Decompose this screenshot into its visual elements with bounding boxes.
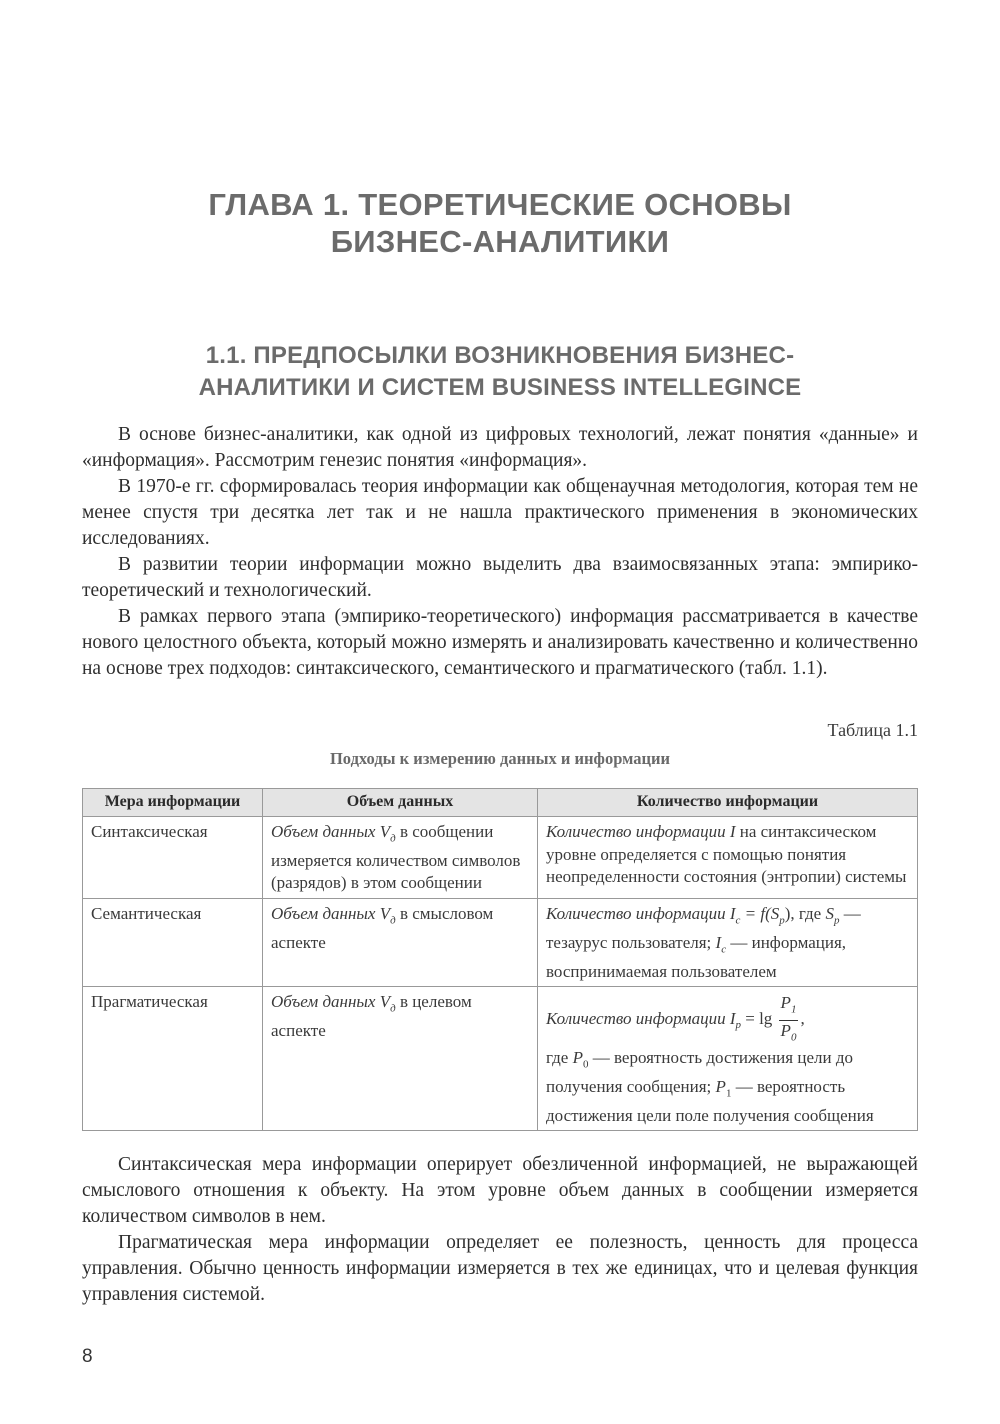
paragraph-6: Прагматическая мера информации определяет ее полезность, ценность для процесса управления. Обычно ценность информации измеряется в тех же единицах, что и целевая функция управления системой.	[82, 1232, 918, 1305]
p1-text: — вероятность достижения цели поле получения сообщения	[546, 1076, 874, 1125]
where-text: где	[546, 1047, 573, 1067]
formula-explanation	[546, 1047, 909, 1127]
formula-sub: p	[735, 1019, 741, 1032]
table-row	[83, 817, 918, 899]
header-volume: Объем данных	[263, 789, 538, 817]
table-caption: Таблица 1.1	[827, 720, 918, 740]
denominator-sub: 0	[790, 1030, 797, 1043]
numerator-symbol: P	[780, 993, 791, 1013]
paragraph-5: Синтаксическая мера информации оперирует обезличенной информацией, не выражающей смыслового отношения к объекту. На этом уровне объем данных в сообщении измеряется количеством символов в нем.	[82, 1154, 918, 1227]
page-number: 8	[82, 1346, 93, 1367]
cell-measure: Семантическая	[83, 898, 263, 986]
paragraph-3: В развитии теории информации можно выделить два взаимосвязанных этапа: эмпирико-теоретический и технологический.	[82, 554, 918, 601]
header-quantity: Количество информации	[538, 789, 918, 817]
volume-term: Объем данных V	[271, 992, 391, 1012]
table-title: Подходы к измерению данных и информации	[329, 749, 671, 768]
quantity-term: Количество информации I	[546, 903, 736, 923]
quantity-term: Количество информации I	[546, 822, 736, 841]
chapter-title-line1: ГЛАВА 1. ТЕОРЕТИЧЕСКИЕ ОСНОВЫ	[208, 187, 792, 222]
volume-sub: д	[390, 832, 396, 845]
symbol-i-sub: c	[721, 943, 727, 956]
volume-term: Объем данных V	[271, 903, 391, 923]
chapter-title	[100, 186, 900, 260]
quantity-text-end: — информация, воспринимаемая пользователем	[546, 932, 847, 981]
section-title	[100, 340, 900, 404]
formula-sub: p	[779, 914, 785, 927]
table-row	[83, 987, 918, 1131]
formula-eq: = f(S	[740, 903, 780, 923]
symbol-p1-sub: 1	[725, 1087, 732, 1100]
header-measure: Мера информации	[83, 789, 263, 817]
fraction-denominator	[779, 1021, 799, 1047]
volume-text: в целевом аспекте	[271, 992, 472, 1041]
quantity-text: на синтаксическом уровне определяется с помощью понятия неопределенности состояния (энтропии) системы	[546, 822, 907, 886]
quantity-term: Количество информации I	[546, 1008, 736, 1028]
chapter-title-line2: БИЗНЕС-АНАЛИТИКИ	[330, 224, 670, 259]
cell-quantity	[538, 987, 918, 1131]
section-title-line2: АНАЛИТИКИ И СИСТЕМ BUSINESS INTELLEGINCE	[198, 374, 802, 401]
cell-measure: Прагматическая	[83, 987, 263, 1131]
symbol-p0: P	[572, 1047, 583, 1067]
formula-eq: = lg	[740, 1008, 777, 1028]
volume-sub: д	[390, 1002, 396, 1015]
symbol-s-sub: p	[833, 914, 840, 927]
symbol-p1: P	[715, 1076, 726, 1096]
formula-sub: c	[735, 914, 741, 927]
cell-measure: Синтаксическая	[83, 817, 263, 899]
formula-close: ), где	[784, 903, 826, 923]
formula-line	[546, 991, 909, 1047]
cell-quantity	[538, 817, 918, 899]
formula-comma: ,	[800, 1008, 805, 1028]
cell-quantity	[538, 898, 918, 986]
fraction-numerator	[779, 993, 799, 1020]
volume-text: в смысловом аспекте	[271, 903, 494, 952]
cell-volume	[263, 817, 538, 899]
volume-term: Объем данных V	[271, 822, 391, 841]
symbol-i: I	[715, 932, 722, 952]
paragraph-2: В 1970-е гг. сформировалась теория информации как общенаучная методология, которая тем не менее спустя три десятка лет так и не нашла практического применения в экономических исследованиях.	[82, 476, 918, 549]
volume-text: в сообщении измеряется количеством символов (разрядов) в этом сообщении	[271, 822, 521, 893]
section-title-line1: 1.1. ПРЕДПОСЫЛКИ ВОЗНИКНОВЕНИЯ БИЗНЕС-	[205, 342, 795, 369]
p0-text: — вероятность достижения цели до получения сообщения;	[546, 1047, 853, 1096]
table-row	[83, 898, 918, 986]
volume-sub: д	[390, 914, 396, 927]
paragraph-4: В рамках первого этапа (эмпирико-теоретического) информация рассматривается в качестве нового целостного объекта, который можно измерять и анализировать качественно и количественно на основе трех подходов: синтаксического, семантического и прагматического (табл. 1.1).	[82, 606, 918, 679]
symbol-s: S	[825, 903, 834, 923]
formula-fraction	[779, 993, 799, 1047]
numerator-sub: 1	[790, 1003, 797, 1016]
denominator-symbol: P	[780, 1020, 791, 1040]
quantity-text: — тезаурус пользователя;	[546, 903, 861, 952]
paragraph-1: В основе бизнес-аналитики, как одной из цифровых технологий, лежат понятия «данные» и «информация». Рассмотрим генезис понятия «информация».	[82, 424, 918, 471]
measures-table	[82, 788, 918, 1131]
cell-volume	[263, 898, 538, 986]
cell-volume	[263, 987, 538, 1131]
symbol-p0-sub: 0	[582, 1058, 589, 1071]
table-header-row	[83, 789, 918, 817]
